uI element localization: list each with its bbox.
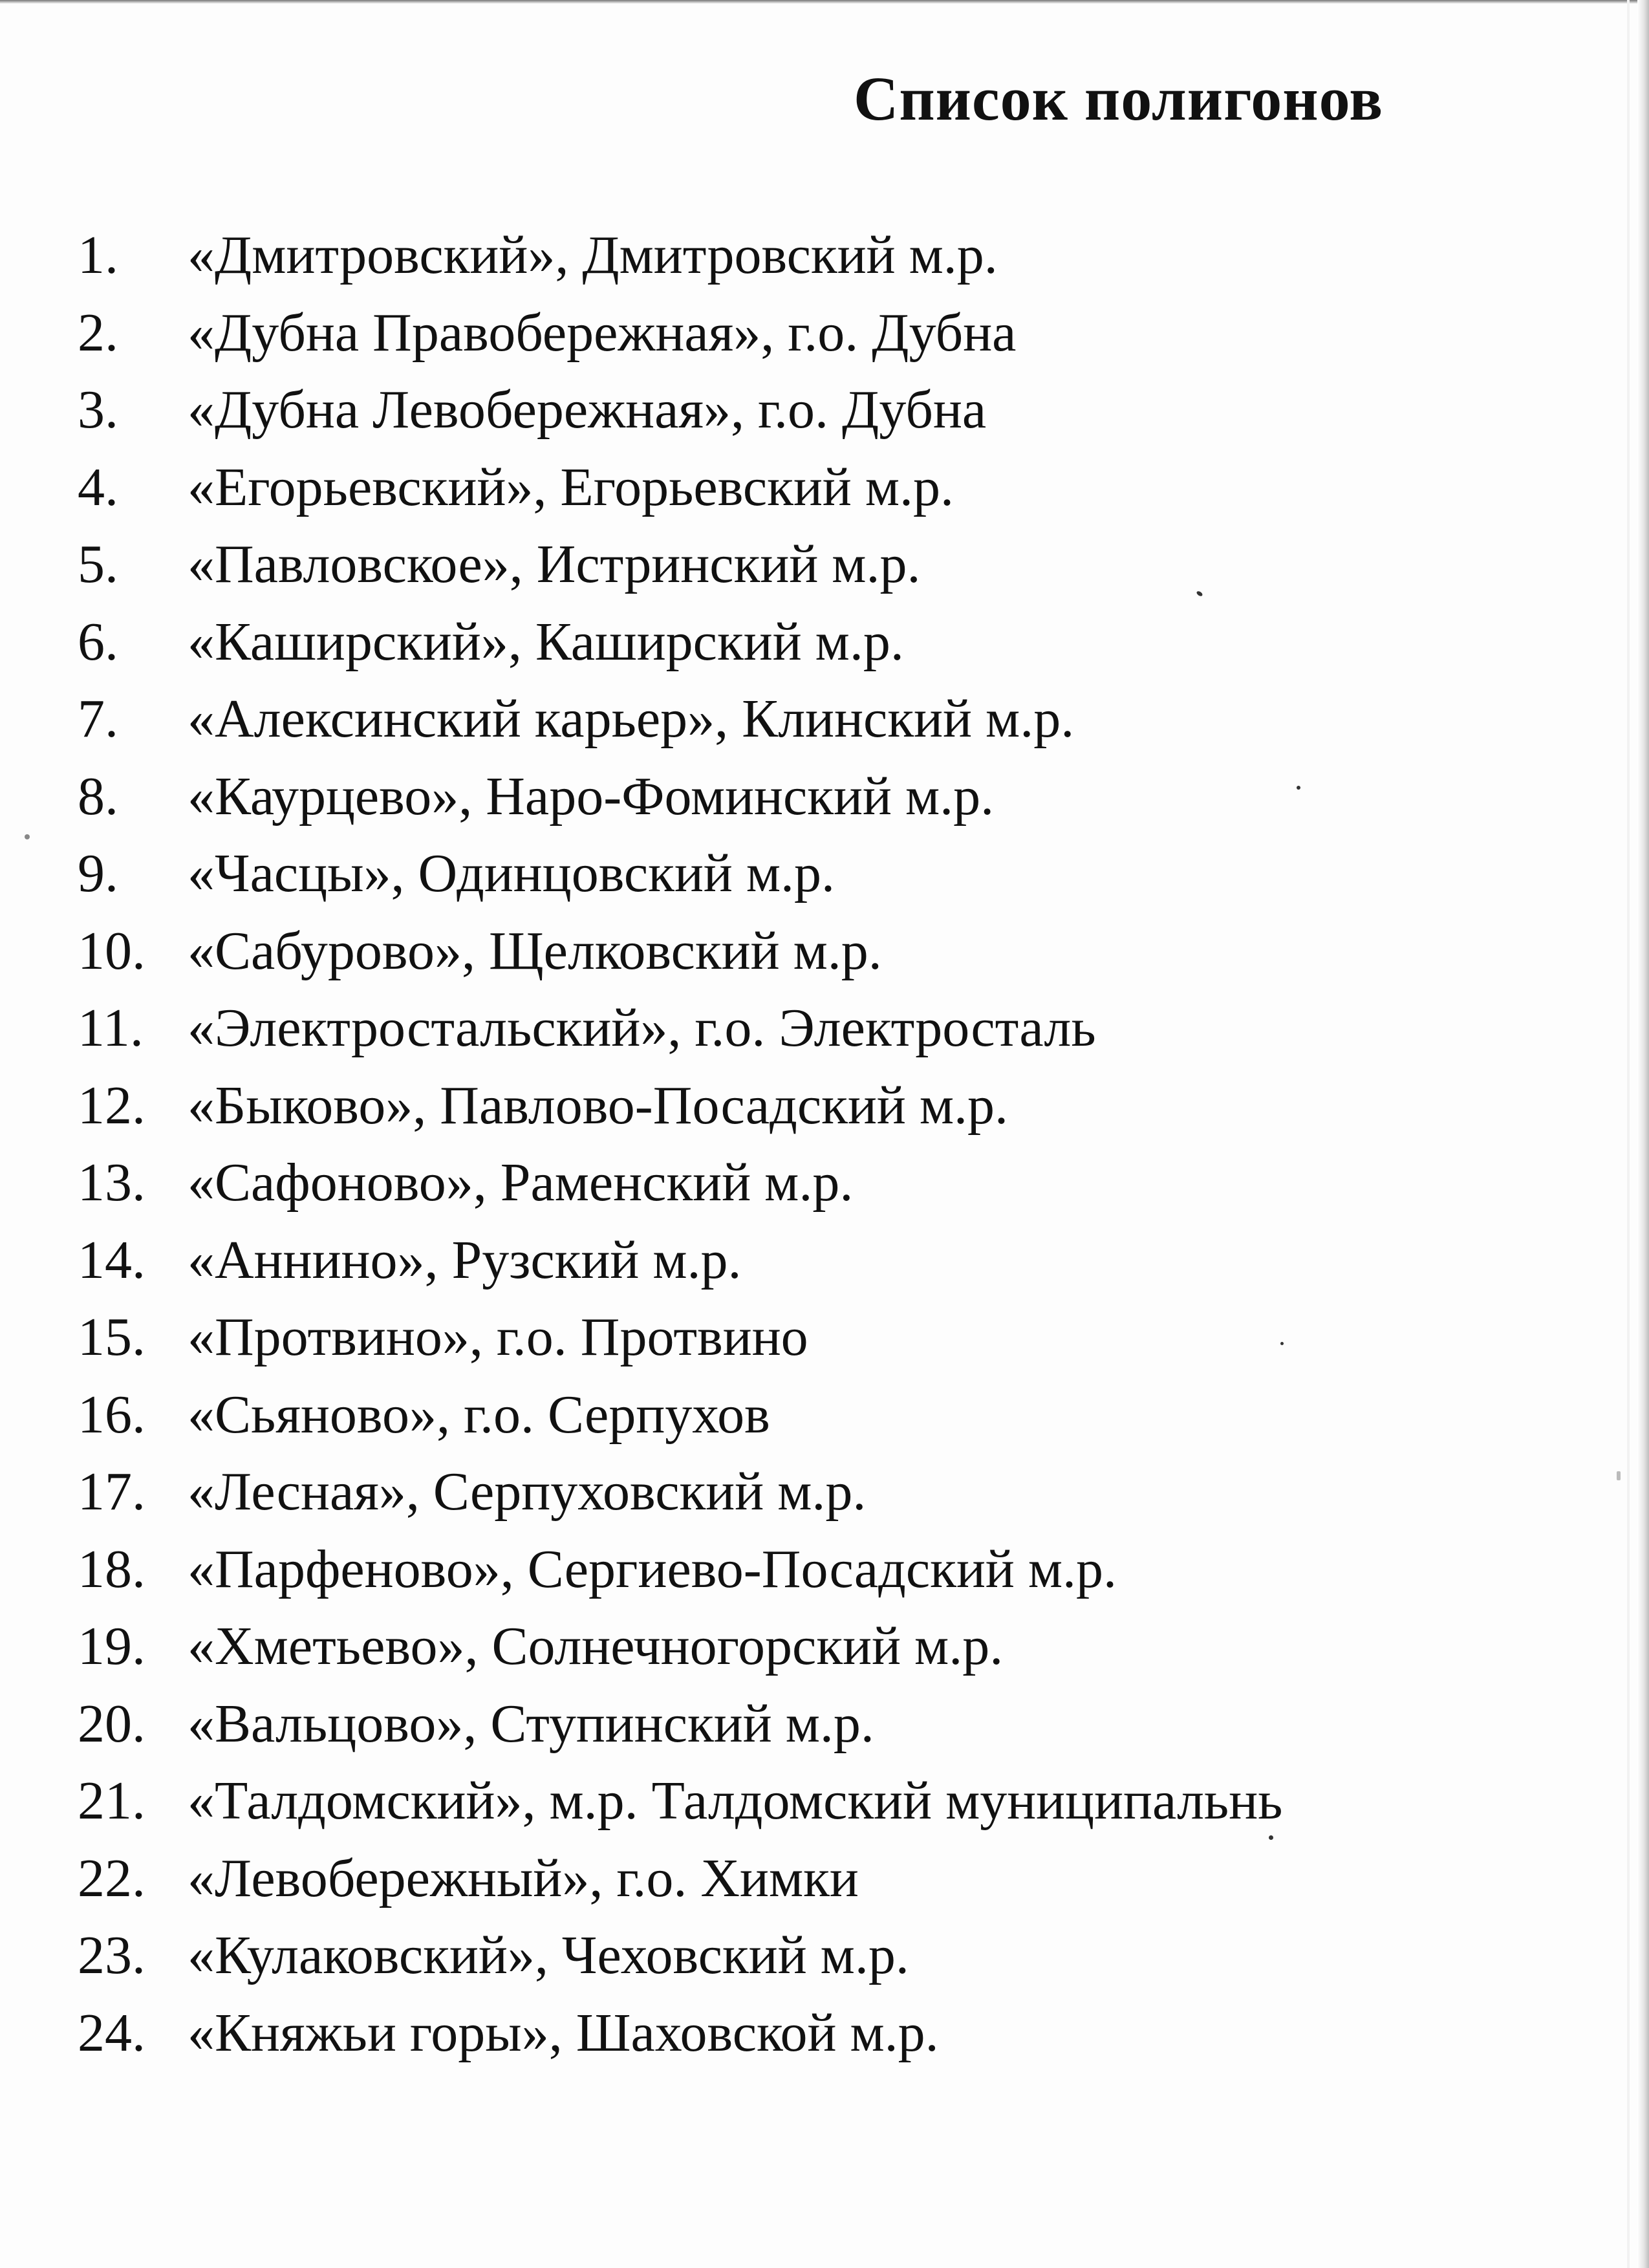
item-text: «Алексинский карьер», Клинский м.р. bbox=[188, 689, 1075, 749]
item-text: «Лесная», Серпуховский м.р. bbox=[188, 1462, 867, 1522]
item-number: 15. bbox=[78, 1307, 146, 1367]
item-text: «Протвино», г.о. Протвино bbox=[188, 1307, 808, 1367]
item-number: 4. bbox=[78, 457, 118, 517]
item-number: 1. bbox=[78, 225, 118, 285]
list-item bbox=[78, 607, 1283, 684]
item-text: «Каширский», Каширский м.р. bbox=[188, 611, 904, 672]
item-text: «Егорьевский», Егорьевский м.р. bbox=[188, 457, 954, 517]
list-item bbox=[78, 1456, 1283, 1534]
list-item bbox=[78, 1843, 1283, 1921]
item-number: 3. bbox=[78, 380, 118, 440]
item-number: 12. bbox=[78, 1075, 146, 1136]
scan-edge-top bbox=[0, 0, 1649, 4]
list-item bbox=[78, 452, 1283, 530]
list-item bbox=[78, 1225, 1283, 1302]
item-text: «Сьяново», г.о. Серпухов bbox=[188, 1384, 770, 1445]
list-item bbox=[78, 1379, 1283, 1457]
item-text: «Аннино», Рузский м.р. bbox=[188, 1229, 742, 1290]
item-text: «Дубна Левобережная», г.о. Дубна bbox=[188, 380, 987, 440]
item-text: «Часцы», Одинцовский м.р. bbox=[188, 843, 835, 903]
item-number: 5. bbox=[78, 534, 118, 594]
item-number: 18. bbox=[78, 1539, 146, 1599]
list-item bbox=[78, 297, 1283, 375]
scan-speck bbox=[1280, 1342, 1284, 1345]
item-text: «Вальцово», Ступинский м.р. bbox=[188, 1693, 874, 1754]
list-item bbox=[78, 1766, 1283, 1843]
list-item bbox=[78, 1302, 1283, 1379]
polygon-list bbox=[78, 220, 1283, 2075]
item-number: 8. bbox=[78, 766, 118, 826]
list-item bbox=[78, 916, 1283, 993]
item-number: 10. bbox=[78, 920, 146, 981]
list-item bbox=[78, 1689, 1283, 1766]
item-text: «Талдомский», м.р. Талдомский муниципальнь bbox=[188, 1771, 1283, 1831]
item-number: 11. bbox=[78, 998, 144, 1058]
list-item bbox=[78, 1070, 1283, 1148]
page-title: Список полигонов bbox=[854, 64, 1384, 133]
list-item bbox=[78, 684, 1283, 761]
list-item bbox=[78, 1998, 1283, 2075]
list-item bbox=[78, 1611, 1283, 1689]
item-text: «Электростальский», г.о. Электросталь bbox=[188, 998, 1096, 1058]
list-item bbox=[78, 529, 1283, 607]
item-number: 24. bbox=[78, 2002, 146, 2063]
item-number: 22. bbox=[78, 1848, 146, 1908]
scan-speck bbox=[1269, 1835, 1273, 1840]
list-item bbox=[78, 374, 1283, 452]
item-text: «Каурцево», Наро-Фоминский м.р. bbox=[188, 766, 995, 826]
scan-speck bbox=[25, 834, 30, 839]
item-text: «Парфеново», Сергиево-Посадский м.р. bbox=[188, 1539, 1117, 1599]
list-item bbox=[78, 993, 1283, 1070]
item-number: 16. bbox=[78, 1384, 146, 1445]
list-item bbox=[78, 1920, 1283, 1998]
list-item bbox=[78, 838, 1283, 916]
item-text: «Кулаковский», Чеховский м.р. bbox=[188, 1925, 909, 1985]
item-number: 17. bbox=[78, 1462, 146, 1522]
item-text: «Дубна Правобережная», г.о. Дубна bbox=[188, 302, 1017, 363]
item-number: 7. bbox=[78, 689, 118, 749]
item-number: 9. bbox=[78, 843, 118, 903]
item-number: 6. bbox=[78, 611, 118, 672]
item-text: «Быково», Павлово-Посадский м.р. bbox=[188, 1075, 1009, 1136]
item-number: 20. bbox=[78, 1693, 146, 1754]
list-item bbox=[78, 1147, 1283, 1225]
item-text: «Дмитровский», Дмитровский м.р. bbox=[188, 225, 998, 285]
scan-edge-right bbox=[1637, 0, 1649, 2268]
item-text: «Хметьево», Солнечногорский м.р. bbox=[188, 1616, 1004, 1676]
item-number: 14. bbox=[78, 1229, 146, 1290]
list-item bbox=[78, 761, 1283, 839]
item-number: 2. bbox=[78, 302, 118, 363]
item-number: 21. bbox=[78, 1771, 146, 1831]
item-text: «Сафоново», Раменский м.р. bbox=[188, 1152, 854, 1213]
item-text: «Княжьи горы», Шаховской м.р. bbox=[188, 2002, 939, 2063]
item-text: «Павловское», Истринский м.р. bbox=[188, 534, 921, 594]
item-number: 13. bbox=[78, 1152, 146, 1213]
item-number: 23. bbox=[78, 1925, 146, 1985]
scan-speck bbox=[1617, 1471, 1621, 1480]
item-number: 19. bbox=[78, 1616, 146, 1676]
list-item bbox=[78, 220, 1283, 297]
scan-edge-right-gap bbox=[1627, 0, 1630, 2268]
item-text: «Сабурово», Щелковский м.р. bbox=[188, 920, 882, 981]
list-item bbox=[78, 1534, 1283, 1612]
item-text: «Левобережный», г.о. Химки bbox=[188, 1848, 859, 1908]
scan-speck bbox=[1297, 786, 1300, 790]
